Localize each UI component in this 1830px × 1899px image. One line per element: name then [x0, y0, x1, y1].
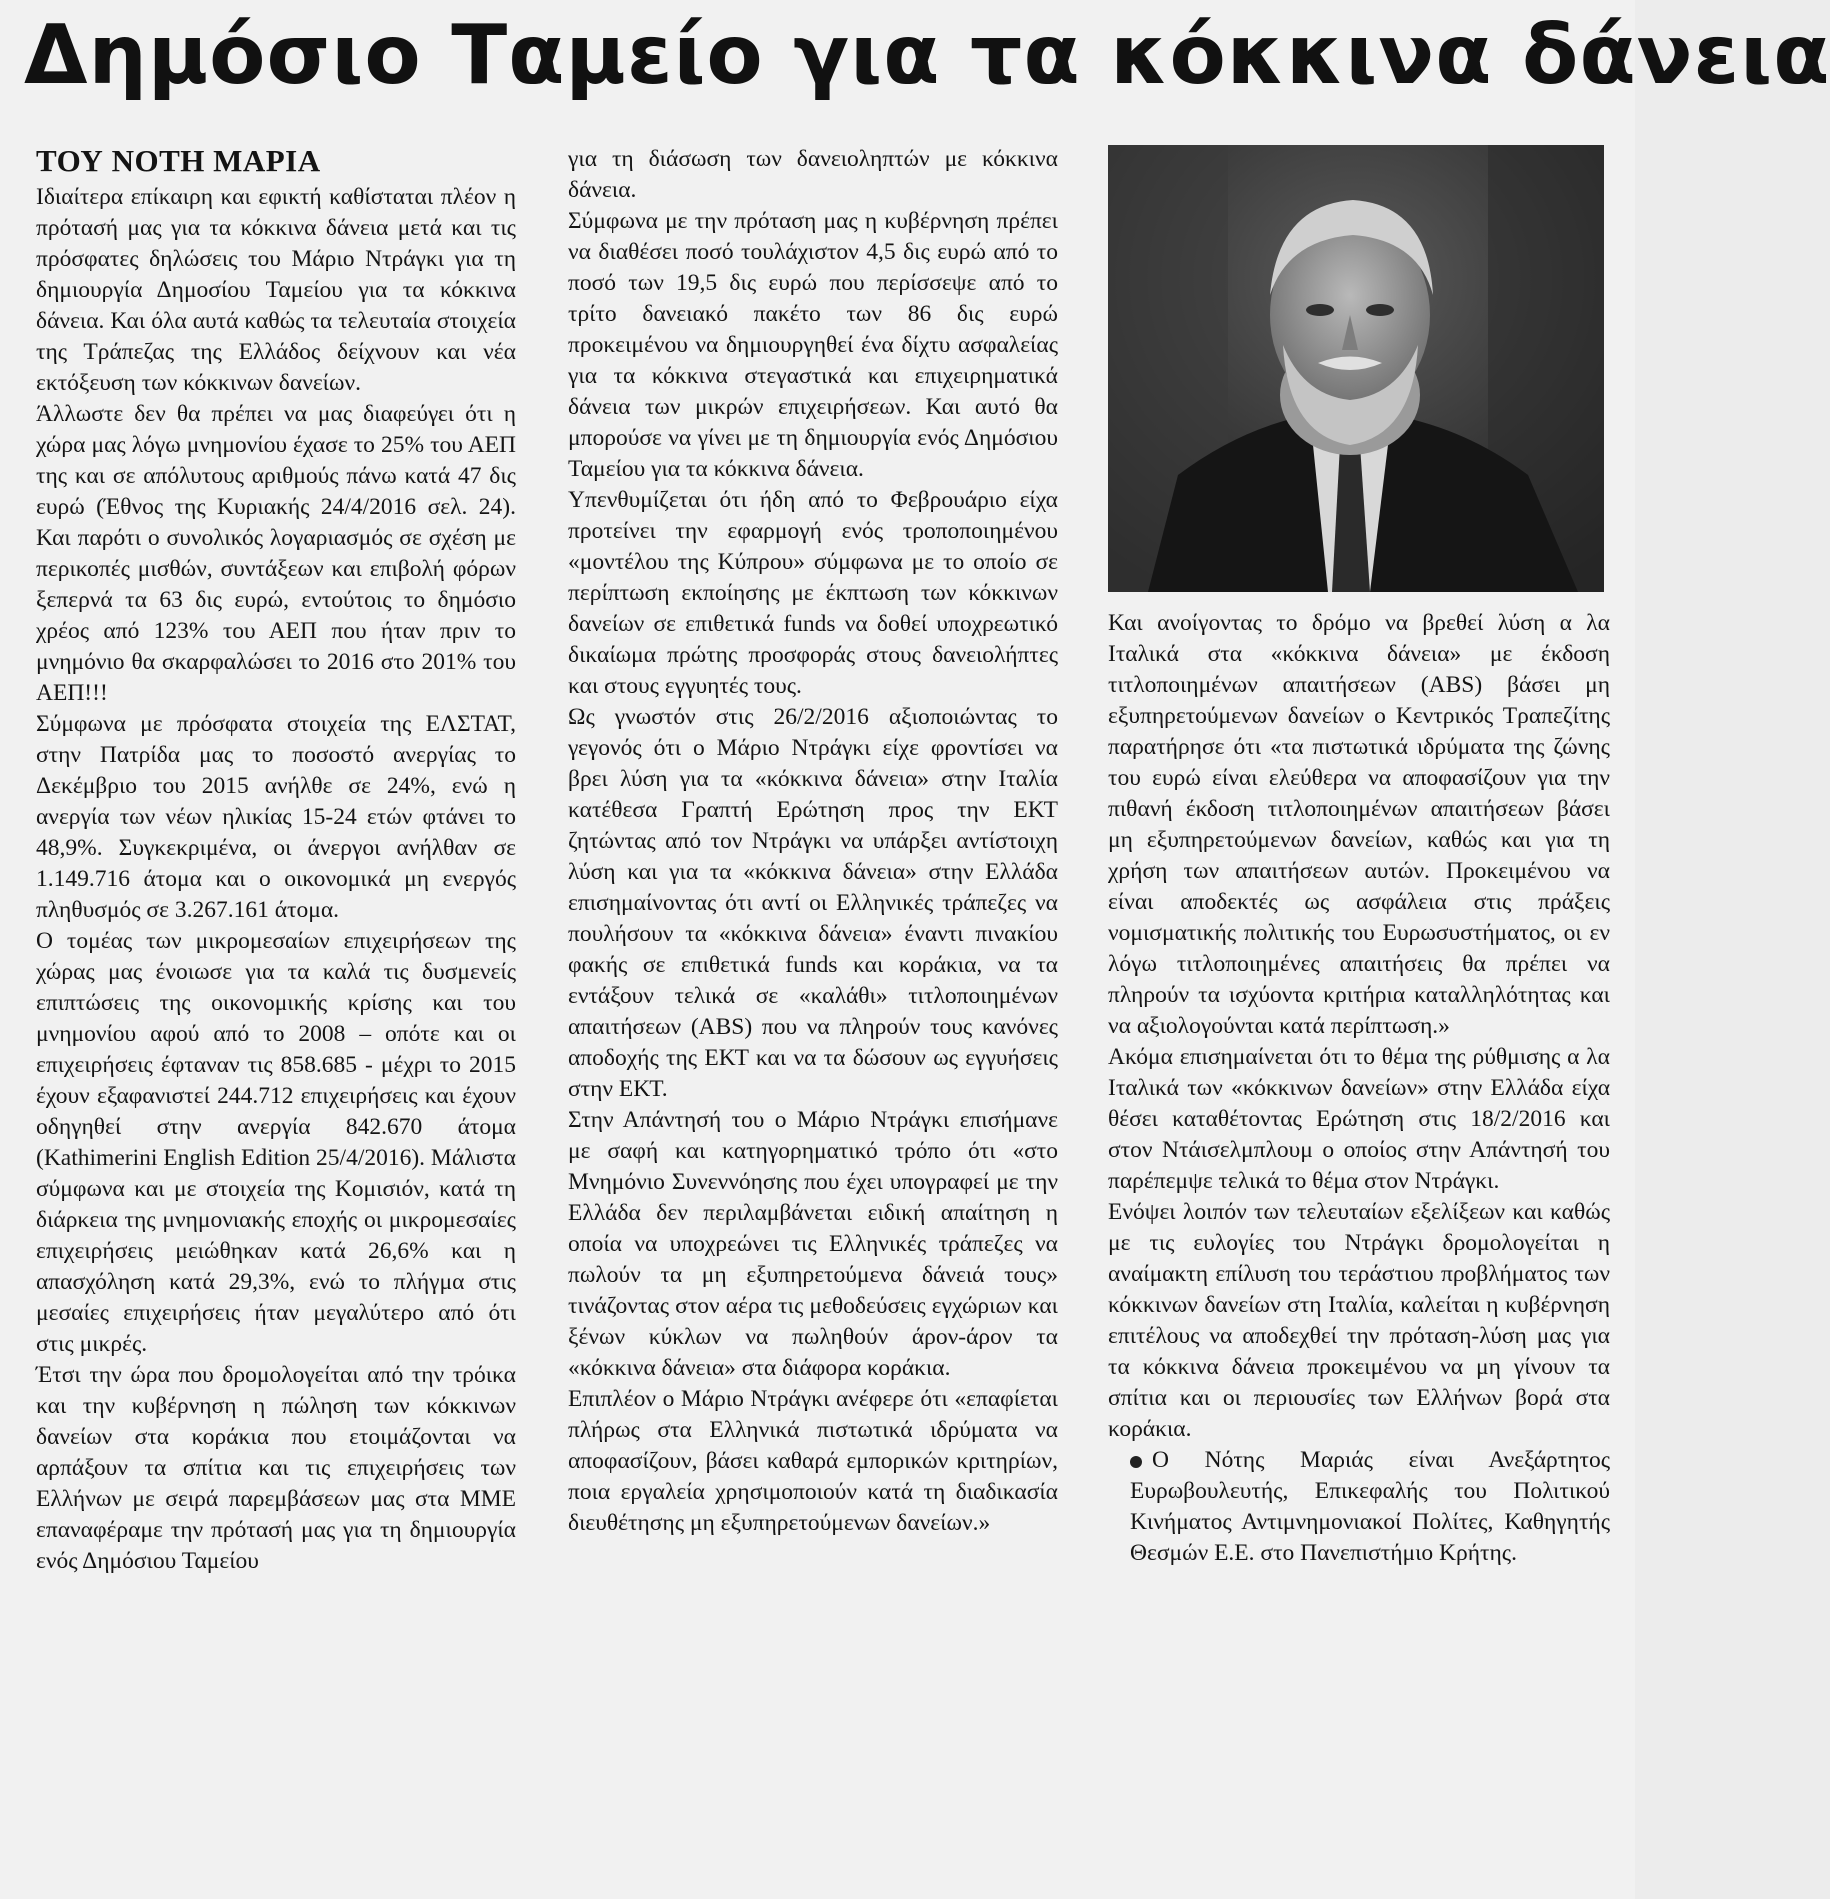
paragraph: Σύμφωνα με την πρόταση μας η κυβέρνηση πρέπει να διαθέσει ποσό τουλάχιστον 4,5 δις ευρώ από το ποσό των 19,5 δις ευρώ που περίσσεψε από το τρίτο δανειακό πακέτο των 86 δις ευρώ προκειμένου να δημιουργηθεί ένα δίχτυ ασφαλείας για τα κόκκινα στεγαστικά και επιχειρηματικά δάνεια των μικρών επιχειρήσεων. Και αυτό θα μπορούσε να γίνει με τη δημιουργία ενός Δημόσιου Ταμείου για τα κόκκινα δάνεια.: [568, 208, 1058, 482]
column-2: [568, 144, 1058, 1894]
paragraph: Άλλωστε δεν θα πρέπει να μας διαφεύγει ότι η χώρα μας λόγω μνημονίου έχασε το 25% του ΑΕΠ της και σε απόλυτους αριθμούς πάνω κατά 47 δις ευρώ (Έθνος της Κυριακής 24/4/2016 σελ. 24). Και παρότι ο συνολικός λογαριασμός σε σχέση με περικοπές μισθών, συντάξεων και επιβολή φόρων ξεπερνά τα 63 δις ευρώ, εντούτοις το δημόσιο χρέος από 123% του ΑΕΠ που ήταν πριν το μνημόνιο θα σκαρφαλώσει το 2016 στο 201% του ΑΕΠ!!!: [36, 401, 516, 706]
author-note-text: Ο Νότης Μαριάς είναι Ανεξάρτητος Ευρωβουλευτής, Επικεφαλής του Πολιτικού Κινήματος Αντιμνημονιακοί Πολίτες, Καθηγητής Θεσμών Ε.Ε. στο Πανεπιστήμιο Κρήτης.: [1130, 1447, 1610, 1566]
bullet-icon: [1130, 1456, 1142, 1468]
paragraph: Έτσι την ώρα που δρομολογείται από την τρόικα και την κυβέρνηση η πώληση των κόκκινων δανείων στα κοράκια που ετοιμάζονται να αρπάξουν τα σπίτια και τις επιχειρήσεις των Ελλήνων με σειρά παρεμβάσεων μας στα ΜΜΕ επαναφέραμε την πρότασή μας για τη δημιουργία ενός Δημόσιου Ταμείου: [36, 1362, 516, 1574]
author-photo: [1108, 145, 1604, 592]
paragraph: Ο τομέας των μικρομεσαίων επιχειρήσεων της χώρας μας ένοιωσε για τα καλά τις δυσμενείς επιπτώσεις της οικονομικής κρίσης και του μνημονίου αφού από το 2008 – οπότε και οι επιχειρήσεις έφταναν τις 858.685 - μέχρι το 2015 έχουν εξαφανιστεί 244.712 επιχειρήσεις και έχουν οδηγηθεί στην ανεργία 842.670 άτομα (Kathimerini English Edition 25/4/2016). Μάλιστα σύμφωνα και με στοιχεία της Κομισιόν, κατά τη διάρκεια της μνημονιακής εποχής οι μικρομεσαίες επιχειρήσεις μειώθηκαν κατά 26,6% και η απασχόληση κατά 29,3%, ενώ το πλήγμα στις μεσαίες επιχειρήσεις ήταν μεγαλύτερο από ότι στις μικρές.: [36, 928, 516, 1357]
author-note: [1108, 1445, 1610, 1569]
author-portrait-illustration: [1108, 145, 1604, 592]
byline: ΤΟΥ ΝΟΤΗ ΜΑΡΙΑ: [36, 143, 321, 178]
column-3: [1108, 608, 1610, 1894]
paragraph: Και ανοίγοντας το δρόμο να βρεθεί λύση α λα Ιταλικά στα «κόκκινα δάνεια» με έκδοση τιτλοποιημένων απαιτήσεων (ABS) βάσει μη εξυπηρετούμενων δανείων ο Κεντρικός Τραπεζίτης παρατήρησε ότι «τα πιστωτικά ιδρύματα της ζώνης του ευρώ είναι ελεύθερα να αποφασίζουν για την πιθανή έκδοση τιτλοποιημένων απαιτήσεων βάσει μη εξυπηρετούμενων δανείων, καθώς και για τη χρήση των απαιτήσεων αυτών. Προκειμένου να είναι αποδεκτές ως ασφάλεια στις πράξεις νομισματικής πολιτικής του Ευρωσυστήματος, οι εν λόγω τιτλοποιημένες απαιτήσεις θα πρέπει να πληρούν τα ισχύοντα κριτήρια καταλληλότητας και να αξιολογούνται κατά περίπτωση.»: [1108, 610, 1610, 1039]
paragraph: Στην Απάντησή του ο Μάριο Ντράγκι επισήμανε με σαφή και κατηγορηματικό τρόπο ότι «στο Μνημόνιο Συνεννόησης που έχει υπογραφεί με την Ελλάδα δεν περιλαμβάνεται ειδική απαίτηση η οποία να υποχρεώνει τις Ελληνικές τράπεζες να πωλούν τα μη εξυπηρετούμενα δάνειά τους» τινάζοντας στον αέρα τις μεθοδεύσεις εγχώριων και ξένων κύκλων να πωληθούν άρον-άρον τα «κόκκινα δάνεια» στα διάφορα κοράκια.: [568, 1107, 1058, 1381]
headline: Δημόσιο Ταμείο για τα κόκκινα δάνεια: [24, 8, 1830, 103]
column-1: [36, 144, 516, 1894]
paragraph: Επιπλέον ο Μάριο Ντράγκι ανέφερε ότι «επαφίεται πλήρως στα Ελληνικά πιστωτικά ιδρύματα να αποφασίζουν, βάσει καθαρά εμπορικών κριτηρίων, ποια εργαλεία χρησιμοποιούν κατά τη διαδικασία διευθέτησης μη εξυπηρετούμενων δανείων.»: [568, 1386, 1058, 1536]
paragraph: Υπενθυμίζεται ότι ήδη από το Φεβρουάριο είχα προτείνει την εφαρμογή ενός τροποποιημένου «μοντέλου της Κύπρου» σύμφωνα με το οποίο σε περίπτωση εκποίησης με έκπτωση των κόκκινων δανείων σε επιθετικά funds να δοθεί υποχρεωτικό δικαίωμα πρώτης προσφοράς στους δανειολήπτες και στους εγγυητές τους.: [568, 487, 1058, 699]
paragraph: Ιδιαίτερα επίκαιρη και εφικτή καθίσταται πλέον η πρότασή μας για τα κόκκινα δάνεια μετά και τις πρόσφατες δηλώσεις του Μάριο Ντράγκι για τη δημιουργία Δημοσίου Ταμείου για τα κόκκινα δάνεια. Και όλα αυτά καθώς τα τελευταία στοιχεία της Τράπεζας της Ελλάδος δείχνουν και νέα εκτόξευση των κόκκινων δανείων.: [36, 184, 516, 396]
paragraph: Ως γνωστόν στις 26/2/2016 αξιοποιώντας το γεγονός ότι ο Μάριο Ντράγκι είχε φροντίσει να βρει λύση για τα «κόκκινα δάνεια» στην Ιταλία κατέθεσα Γραπτή Ερώτηση προς την ΕΚΤ ζητώντας από τον Ντράγκι να υπάρξει αντίστοιχη λύση και για τα «κόκκινα δάνεια» στην Ελλάδα επισημαίνοντας ότι αντί οι Ελληνικές τράπεζες να πουλήσουν τα «κόκκινα δάνεια» έναντι πινακίου φακής σε επιθετικά funds και κοράκια, να τα εντάξουν τελικά σε «καλάθι» τιτλοποιημένων απαιτήσεων (ABS) που να πληρούν τους κανόνες αποδοχής της ΕΚΤ και να τα δώσουν ως εγγυήσεις στην ΕΚΤ.: [568, 704, 1058, 1102]
paragraph: Ακόμα επισημαίνεται ότι το θέμα της ρύθμισης α λα Ιταλικά των «κόκκινων δανείων» στην Ελλάδα είχα θέσει καταθέτοντας Ερώτηση στις 18/2/2016 και στον Ντάισελμπλουμ ο οποίος στην Απάντησή του παρέπεμψε τελικά το θέμα στον Ντράγκι.: [1108, 1044, 1610, 1194]
paragraph: Σύμφωνα με πρόσφατα στοιχεία της ΕΛΣΤΑΤ, στην Πατρίδα μας το ποσοστό ανεργίας το Δεκέμβριο του 2015 ανήλθε σε 24%, ενώ η ανεργία των νέων ηλικίας 15-24 ετών φτάνει το 48,9%. Συγκεκριμένα, οι άνεργοι ανήλθαν σε 1.149.716 άτομα και ο οικονομικά μη ενεργός πληθυσμός σε 3.267.161 άτομα.: [36, 711, 516, 923]
paragraph: Ενόψει λοιπόν των τελευταίων εξελίξεων και καθώς με τις ευλογίες του Ντράγκι δρομολογείται η αναίμακτη επίλυση του τεράστιου προβλήματος των κόκκινων δανείων στη Ιταλία, καλείται η κυβέρνηση επιτέλους να αποδεχθεί την πρόταση-λύση μας για τα κόκκινα δάνεια προκειμένου να μη γίνουν τα σπίτια και οι περιουσίες των Ελλήνων βορά στα κοράκια.: [1108, 1199, 1610, 1442]
paragraph: για τη διάσωση των δανειοληπτών με κόκκινα δάνεια.: [568, 146, 1058, 203]
